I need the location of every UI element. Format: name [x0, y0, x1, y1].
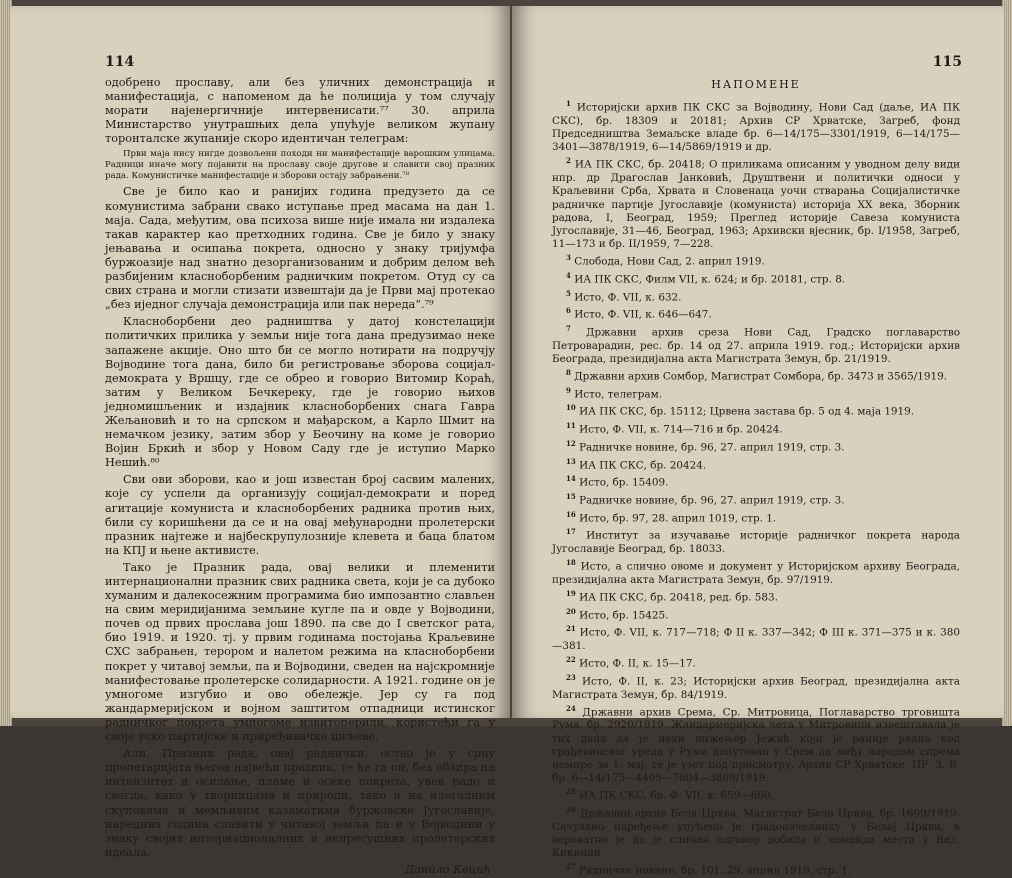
footnote — [552, 366, 960, 384]
footnote — [552, 304, 960, 322]
footnote — [552, 587, 960, 605]
footnote — [552, 419, 960, 437]
notes-list — [552, 97, 960, 878]
paragraph: одобрено прославу, али без уличних демонстрација и манифестација, с напоменом да ће полиција у том случају морати најенергичније интервенисати.⁷⁷ 30. априла Министарство унутрашњих дела упућује великом жупану торонталске жупаније скоро идентичан телеграм: — [105, 76, 495, 146]
footnote-text: Исто, а слично овоме и документ у Историјском архиву Београда, президијална акта Магистрата Земун, бр. 97/1919. — [552, 560, 960, 586]
footnote-number: 15 — [566, 491, 576, 501]
footnote-number: 9 — [566, 385, 571, 395]
author-signature: Данило Кецић — [404, 862, 491, 876]
footnote — [552, 269, 960, 287]
paragraph: Али, Празник рада, овај раднички, остао је у срцу пролетаријата његов највећи празник, те ће га он, без обзира на интензитет и осилање, пламе и осеке покрета, увек радо и свагда, како у творницама и природи, тако и на илегалним скуповима и мемљивим казаматима буржоаске Југославије, наредних година славити у читавој земљи па и у Војводини у знаку својих интернационалних и непресушних пролетерских идеала. — [105, 747, 495, 859]
footnote-number: 2 — [566, 156, 571, 166]
footnote-text: Исто, Ф. II, к. 23; Историјски архив Београд, президијална акта Магистрата Земун, бр. 84/1919. — [552, 675, 960, 701]
footnote — [552, 622, 960, 653]
footnote — [552, 472, 960, 490]
footnote — [552, 508, 960, 526]
footnote-text: Исто, Ф. VII, к. 717—718; Ф II к. 337—342; Ф III к. 371—375 и к. 380—381. — [552, 626, 960, 652]
footnote — [552, 455, 960, 473]
footnote — [552, 287, 960, 305]
footnote-text: Слобода, Нови Сад, 2. април 1919. — [574, 255, 765, 268]
footnote — [552, 251, 960, 269]
footnote — [552, 97, 960, 154]
footnote-number: 14 — [566, 474, 576, 484]
footnote-text: ИА ПК СКС, Филм VII, к. 624; и бр. 20181, стр. 8. — [574, 273, 846, 286]
right-page — [512, 6, 1004, 877]
telegram-quote: Први маја нису нигде дозвољени походи ни манифестације варошким улицама. Радници иначе могу појавити на прославу своје другове и славити свој празник рада. Комунистичке манифестације и зборови остају забрањени.⁷⁸ — [105, 149, 495, 182]
paragraph: Свe је било као и ранијих година предузето да се комунистима забрани свако иступање пред масама на дан 1. маја. Сада, међутим, ова психоза више није имала ни издалека такав карактер као претходних година. Све је било у знаку јењавања и осипања покрета, односно у знаку тријумфа буржоазије над знатно дезорганизованим и добрим делом већ разбијеним класнобoрбеним радничким покретом. Отуд су са свих страна и могли стизати извештаји да је Први мај протекао „без иједног случаја демонстрација или пак нереда“.⁷⁹ — [105, 185, 495, 312]
footnote-number: 20 — [566, 606, 576, 616]
footnote-text: ИА ПК СКС, бр. Ф. VII, к. 659—660. — [579, 789, 774, 802]
footnote — [552, 525, 960, 556]
footnote-text: Државни архив Срема, Ср. Митровица, Поглаварство трговишта Рума, бр. 2920/1919. Жандармеријска чета у Митровици извештавала је тих дана да је неки инжењер Јежић који је раније радио код грађевинског уреда у Руми допутовао у Срем да међу народом спрема немире за 1. мај, те је узет под присмотру. Архив СР Хрватске, ПР. З. В, бр. 6—14/175—4409—7604—3809/1919. — [552, 706, 960, 785]
footnote-number: 26 — [566, 805, 576, 815]
footnote-number: 24 — [566, 703, 576, 713]
footnote-number: 7 — [566, 324, 571, 334]
footnote-text: Исто, телеграм. — [574, 388, 663, 401]
footnote-number: 13 — [566, 456, 576, 466]
footnote — [552, 322, 960, 366]
footnote-text: Државни архив Бела Црква, Магистрат Бела Црква, бр. 1609/1919. Сачувано наређење упућено је градоначелнику у Белој Цркви, а вероватно је да је сличан одговор добила и команда места у Вел. Кикинди. — [552, 807, 960, 860]
footnote-number: 4 — [566, 271, 571, 281]
footnote-text: Исто, бр. 15409. — [579, 476, 669, 489]
footnote-text: Радничке новине, бр. 96, 27. април 1919, стр. 3. — [579, 494, 845, 507]
footnote-number: 18 — [566, 558, 576, 568]
footnote-text: Институт за изучавање историје радничког покрета народа Југославије Београд, бр. 18033. — [552, 529, 960, 555]
footnote-number: 17 — [566, 527, 576, 537]
footnote — [552, 653, 960, 671]
footnote — [552, 671, 960, 702]
footnote-text: Исто, Ф. VII, к. 632. — [574, 291, 682, 304]
footnote — [552, 556, 960, 587]
footnote — [552, 384, 960, 402]
footnote-number: 1 — [566, 99, 571, 109]
notes-section — [552, 78, 960, 878]
footnote — [552, 860, 960, 878]
footnote-number: 5 — [566, 288, 571, 298]
footnote-number: 22 — [566, 655, 576, 665]
footnote — [552, 154, 960, 251]
footnote-text: ИА ПК СКС, бр. 20418, ред. бр. 583. — [579, 591, 778, 604]
footnote-number: 6 — [566, 306, 571, 316]
footnote — [552, 437, 960, 455]
footnote — [552, 605, 960, 623]
footnote-text: Државни архив среза Нови Сад, Градско поглаварство Петроварадин, рес. бр. 14 од 27. априла 1919. год.; Историјски архив Београда, президијална акта Магистрата Земун, бр. 21/1919. — [552, 326, 960, 365]
footnote-text: ИА ПК СКС, бр. 20418; О приликама описаним у уводном делу види нпр. др Драгослав Јанковић, Друштвени и политички односи у Краљевини Срба, Хрвата и Словенаца уочи стварања Социјалистичке радничке партије Југославије (комуниста) историја XX века, Зборник радова, I, Београд, 1959; Преглед историје Савеза комуниста Југославије, 31—46, Београд, 1963; Архивски вјесник, бр. I/1958, Загреб, 11—173 и бр. II/1959, 7—228. — [552, 158, 960, 251]
footnote-text: Исто, Ф. II, к. 15—17. — [579, 657, 696, 670]
footnote-text: ИА ПК СКС, бр. 20424. — [579, 458, 707, 471]
footnote-number: 27 — [566, 862, 576, 872]
left-page-text — [105, 76, 495, 877]
footnote-number: 16 — [566, 509, 576, 519]
footnote-number: 19 — [566, 588, 576, 598]
footnote — [552, 490, 960, 508]
footnote — [552, 803, 960, 860]
paragraph: Тако је Празник рада, овај велики и племенити интернационални празник свих радника света, који је са дубоко хуманим и далекосежним програмима био импозантно слављен на свим меридијанима земљине кугле па и овде у Војводини, почев од првих прослава још 1890. па све до I светског рата, био 1919. и 1920. тј. у првим годинама постојања Краљевине СХС забрањен, терором и налетом режима на класнобoрбени покрет у читавој земљи, па и Војводини, сведен на најскромније манифестовање пролетерске солидарности. А 1921. године он је умногоме изгубио и ово обележје. Јер су га под жандармеријском и војном заштитом отпадници истинског радничког покрета умногоме извитоперили, користећи га у своје уско партијске и приређивачке циљеве. — [105, 560, 495, 744]
footnote — [552, 702, 960, 786]
notes-heading: НАПОМЕНЕ — [711, 78, 801, 91]
footnote-text: Исто, бр. 15425. — [579, 609, 669, 622]
footnote — [552, 785, 960, 803]
footnote-number: 25 — [566, 787, 576, 797]
footnote-text: ИА ПК СКС, бр. 15112; Црвена застава бр. 5 од 4. маја 1919. — [579, 405, 915, 418]
footnote-text: Државни архив Сомбор, Магистрат Сомбора, бр. 3473 и 3565/1919. — [574, 370, 947, 383]
footnote — [552, 401, 960, 419]
left-page — [10, 6, 510, 876]
page-number: 114 — [105, 54, 135, 70]
footnote-text: Историјски архив ПК СКС за Војводину, Нови Сад (даље, ИА ПК СКС), бр. 18309 и 20181; Архив СР Хрватске, Загреб, фонд Председништва Земаљске владе бр. 6—14/175—3301/1919, 6—14/175—3401—3878/1919, 6—14/5869/1919 и др. — [552, 101, 960, 154]
page-number: 115 — [932, 54, 962, 70]
footnote-number: 8 — [566, 368, 571, 378]
footnote-text: Исто, бр. 97, 28. април 1019, стр. 1. — [579, 511, 777, 524]
footnote-text: Исто, Ф. VII, к. 646—647. — [574, 308, 712, 321]
paragraph: Сви ови зборови, као и још известан број сасвим малених, које су успели да организују социјал-демократи и поред агитације комуниста и класнобoрбених радника против њих, били су коришћени да се и на овај међународни пролетерски празник најтеже и најбескрупулозније клевета и баца блатом на КПЈ и њене активисте. — [105, 473, 495, 557]
footnote-number: 3 — [566, 253, 571, 263]
paragraph: Класнобoрбени део радништва у датој констелацији политичких прилика у земљи није тога дана предузимао неке запажене акције. Оно што би се могло нотирати на подручју Војводине тога дана, било би регистровање зборова социјал-демократа у Вршцу, где се обрео и говорио Витомир Кораћ, затим у Великом Бечкереку, где је говорио њихов једномишљеник и издајник класнобoрбених снага Гавра Жељановић и то на српском и мађарском, а Карло Шмит на немачком језику, затим збор у Беочину на коме је говорио Војин Бркић и збор у Новом Саду где је иступио Марко Нешић.⁸⁰ — [105, 315, 495, 470]
footnote-number: 11 — [566, 421, 576, 431]
footnote-text: Исто, Ф. VII, к. 714—716 и бр. 20424. — [579, 423, 783, 436]
footnote-text: Радничке новине, бр. 101, 29. април 1919, стр. 1. — [579, 864, 852, 877]
footnote-number: 10 — [566, 403, 576, 413]
footnote-number: 12 — [566, 438, 576, 448]
footnote-number: 21 — [566, 624, 576, 634]
footnote-number: 23 — [566, 672, 576, 682]
footnote-text: Радничке новине, бр. 96, 27. април 1919, стр. 3. — [579, 441, 845, 454]
